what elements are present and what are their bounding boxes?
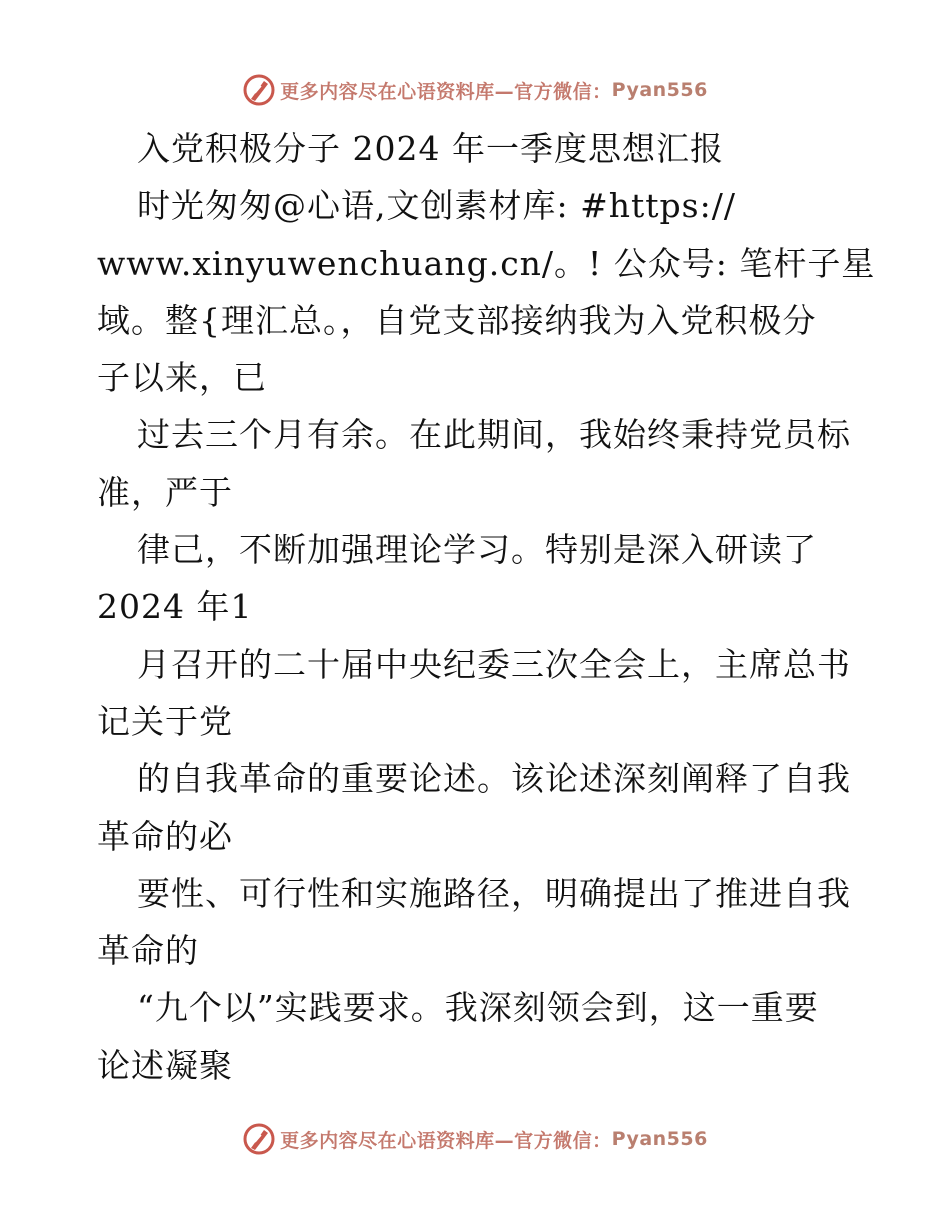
quill-pen-circle-logo: [242, 73, 276, 107]
paragraph-line: 的自我革命的重要论述。该论述深刻阐释了自我: [137, 759, 851, 799]
paragraph-line: 革命的: [97, 931, 199, 971]
paragraph-line: 律己，不断加强理论学习。特别是深入研读了: [137, 530, 817, 570]
footer-banner-text: 更多内容尽在心语资料库—官方微信：: [280, 1129, 612, 1152]
quill-pen-circle-logo: [242, 1122, 276, 1156]
paragraph-line: 革命的必: [97, 816, 233, 856]
paragraph-line: 2024 年1: [97, 587, 253, 627]
paragraph-line: 要性、可行性和实施路径，明确提出了推进自我: [137, 873, 851, 913]
paragraph-line: “九个以”实践要求。我深刻领会到，这一重要: [137, 988, 819, 1028]
header-wechat-id: Pyan556: [611, 79, 708, 101]
header-banner-text: 更多内容尽在心语资料库—官方微信：: [280, 80, 612, 103]
footer-banner: [0, 1119, 950, 1159]
footer-wechat-id: Pyan556: [611, 1128, 708, 1150]
paragraph-line: www.xinyuwenchuang.cn/。! 公众号: 笔杆子星: [97, 243, 876, 283]
header-banner: [0, 70, 950, 110]
paragraph-line: 子以来，已: [97, 358, 267, 398]
document-body: [97, 120, 876, 1094]
paragraph-line: 域。整{理汇总。，自党支部接纳我为入党积极分: [97, 300, 817, 340]
paragraph-line: 月召开的二十届中央纪委三次全会上，主席总书: [137, 644, 851, 684]
paragraph-line: 时光匆匆@心语,文创素材库: #https://: [137, 186, 736, 226]
paragraph-line: 论述凝聚: [97, 1045, 233, 1085]
paragraph-line: 准，严于: [97, 472, 233, 512]
paragraph-line: 记关于党: [97, 701, 233, 741]
paragraph-line: 过去三个月有余。在此期间，我始终秉持党员标: [137, 415, 851, 455]
document-title: 入党积极分子 2024 年一季度思想汇报: [137, 129, 724, 168]
